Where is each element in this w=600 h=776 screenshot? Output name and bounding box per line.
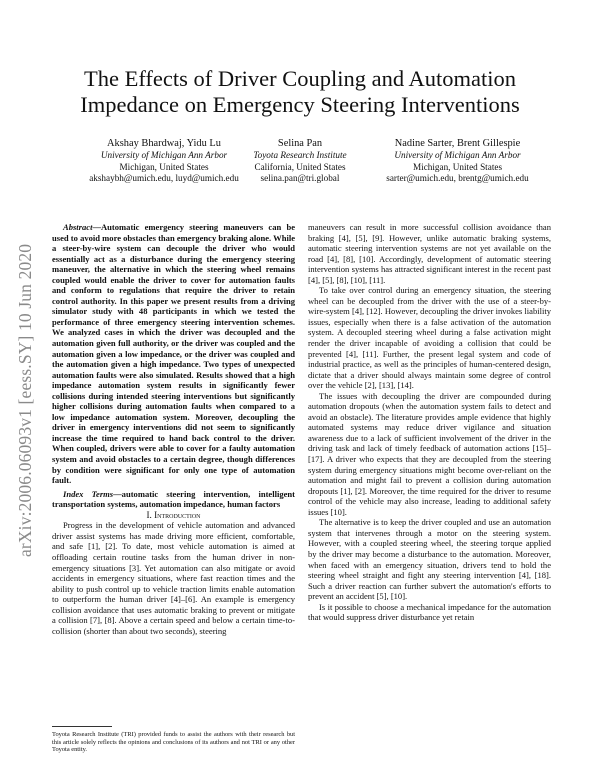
author-location: Michigan, United States: [119, 161, 209, 172]
body-paragraph: The issues with decoupling the driver are compounded during automation dropouts (when the automation system fails to detect and avoid an obstacle). The literature provides ample evidence that highly automated systems may reduce driver vigilance and situation awareness due to a lack of sufficient involvement of the driver in the driving task and lack of timely feedback of automation actions [15]–[17]. A driver who expects that they are decoupled from the steering system during emergency situations might become over-reliant on the automation and might fail to prevent a collision during automation dropouts [1], [2]. Moreover, the time required for the driver to resume control of the vehicle may also increase, leading to additional safety issues [10].: [308, 390, 551, 517]
footnote-text: Toyota Research Institute (TRI) provided funds to assist the authors with their research but this article solely reflects the opinions and conclusions of its authors and not TRI or any other Toyota entity.: [52, 731, 295, 754]
author-affiliation: University of Michigan Ann Arbor: [100, 150, 228, 160]
author-names: Nadine Sarter, Brent Gillespie: [394, 138, 521, 149]
index-terms-label: Index Terms: [63, 488, 114, 499]
author-names: Akshay Bhardwaj, Yidu Lu: [107, 138, 221, 149]
abstract-text: —Automatic emergency steering maneuvers can be used to avoid more obstacles than emergency braking alone. While a steer-by-wire system can decouple the driver who would essentially act as a disturbance during the emergency steering maneuver, the alternative in which the steering wheel remains coupled would enable the driver to cover for automation faults and conform to regulations that require the driver to retain control authority. In this paper we present results from a driving simulator study with 48 participants in which we tested the performance of three emergency steering intervention schemes. We analyzed cases in which the driver was decoupled and the automation given full authority, or the driver was coupled and the automation given a low impedance, or the driver was coupled and the automation given a high impedance. Two types of unexpected automation faults were also simulated. Results showed that a high impedance automation system results in significantly fewer collisions during intended steering interventions but significantly higher collisions during automation faults when compared to a low impedance automation system. Moreover, decoupling the driver in emergency interventions did not seem to significantly increase the time required to hand back control to the driver. When coupled, drivers were able to cover for a faulty automation system and avoid obstacles to a certain degree, though differences by condition were significant for only one type of automation fault.: [52, 222, 295, 486]
body-paragraph: Progress in the development of vehicle automation and advanced driver assist systems has made driving more efficient, comfortable, and safe [1], [2]. To date, most vehicle automation is aimed at offloading certain routine tasks from the human driver in non-emergency situations [3]. Yet automation can also mitigate or avoid accidents in emergency situations, where fast reaction times and the ability to push control up to vehicle traction limits enable automation to outperform the human driver [4]–[6]. An example is emergency collision avoidance that uses automatic braking to prevent or mitigate a collision [7], [8]. Above a certain speed and below a certain time-to-collision (shorter than about two seconds), steering: [52, 520, 295, 636]
arxiv-identifier: [4, 205, 44, 561]
author-email: akshaybh@umich.edu, luyd@umich.edu: [89, 173, 239, 184]
footnote-rule: [52, 726, 112, 727]
author-location: Michigan, United States: [412, 161, 503, 172]
author-email: sarter@umich.edu, brentg@umich.edu: [386, 173, 529, 184]
body-paragraph: maneuvers can result in more successful collision avoidance than braking [4], [5], [9]. However, unlike automatic braking systems, automatic steering intervention systems are not yet available on the road [4], [8], [10]. Accordingly, development of automatic steering intervention systems has attracted significant interest in the recent past [4], [5], [8], [10], [11].: [308, 222, 551, 285]
title-line-2: Impedance on Emergency Steering Interventions: [80, 92, 520, 117]
author-affiliation: University of Michigan Ann Arbor: [394, 150, 521, 160]
index-terms-text: —automatic steering intervention, intelligent transportation systems, automation impedance, human factors: [52, 488, 295, 510]
author-affiliation: Toyota Research Institute: [253, 150, 347, 160]
left-column: [52, 222, 295, 636]
author-email: selina.pan@tri.global: [260, 173, 340, 184]
body-paragraph: The alternative is to keep the driver coupled and use an automation system that intervenes through a motor on the steering system. However, with a coupled steering wheel, the steering torque applied by the driver may become a disturbance to the automation. Moreover, when faced with an emergency situation, drivers tend to hold the steering wheel straight and fight any steering intervention [4], [18]. Such a driver reaction can further subvert the automation's efforts to prevent an accident [5], [10].: [308, 517, 551, 602]
abstract: [52, 222, 295, 486]
arxiv-id-text: arXiv:2006.06093v1 [eess.SY] 10 Jun 2020: [15, 243, 35, 557]
paper-title: [40, 66, 560, 118]
index-terms: [52, 489, 295, 510]
section-heading: I. Introduction: [146, 509, 201, 520]
author-block-3: [375, 137, 540, 185]
author-block-2: [220, 137, 380, 185]
title-line-1: The Effects of Driver Coupling and Automation: [84, 66, 516, 91]
right-column: [308, 222, 551, 623]
footnote: [52, 731, 295, 754]
body-paragraph: To take over control during an emergency situation, the steering wheel can be decoupled from the driver with the use of a steer-by-wire-system [4], [12]. However, decoupling the driver invokes liability issues, especially when there is a false activation of the automation system. A decoupled steering wheel during a false activation might render the driver incapable of avoiding a collision that could be prevented [4], [11]. Further, the present legal system and code of industrial practice, as well as the principles of human-centered design, dictate that a driver should always maintain some degree of control over the vehicle [2], [13], [14].: [308, 285, 551, 391]
author-location: California, United States: [254, 161, 346, 172]
author-names: Selina Pan: [277, 138, 323, 149]
abstract-label: Abstract: [63, 222, 93, 232]
body-paragraph: Is it possible to choose a mechanical impedance for the automation that would suppress driver disturbance yet retain: [308, 601, 551, 623]
